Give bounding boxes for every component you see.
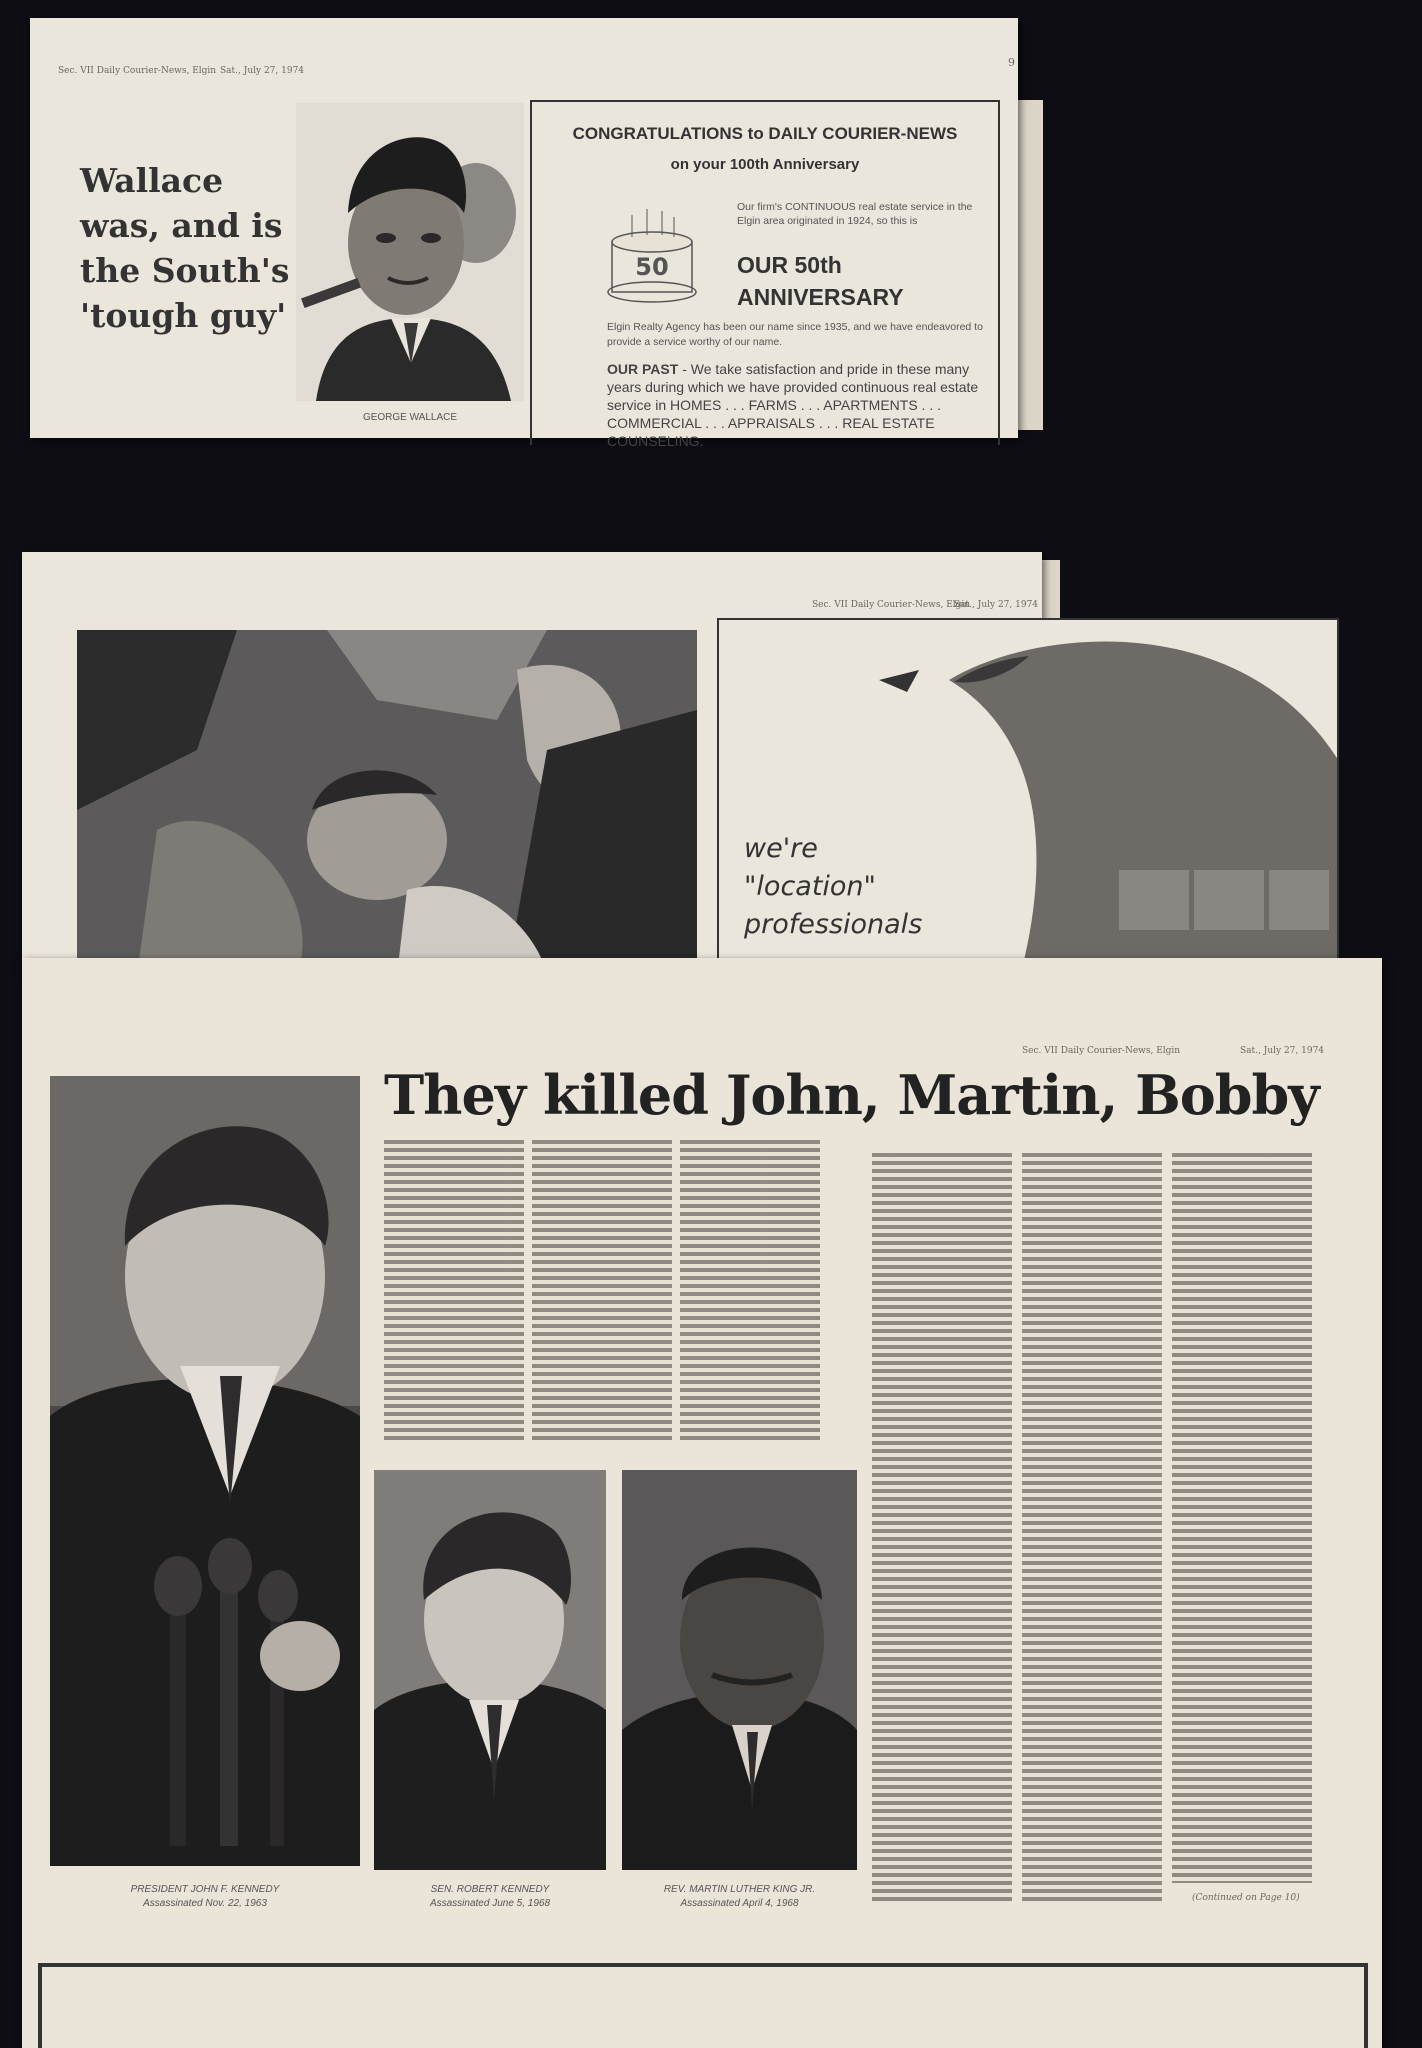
article-column xyxy=(384,1140,524,1440)
ad-subtitle: on your 100th Anniversary xyxy=(670,156,860,173)
page-headline: They killed John, Martin, Bobby xyxy=(384,1063,1319,1127)
realty-ad xyxy=(530,100,1000,449)
svg-text:50: 50 xyxy=(635,253,669,281)
continued-note: (Continued on Page 10) xyxy=(1192,1893,1300,1903)
jfk-caption: PRESIDENT JOHN F. KENNEDY Assassinated Nov. 22, 1963 xyxy=(130,1884,280,1909)
location-ad-text: we're "location" professionals xyxy=(744,833,923,940)
newspaper-page-assassinations xyxy=(22,958,1382,2048)
newspaper-page-location-ad xyxy=(22,552,1042,972)
newspaper-page-wallace xyxy=(30,18,1018,449)
article-column xyxy=(680,1140,820,1440)
ad-agency-text: Elgin Realty Agency has been our name since 1935, and we have endeavored to provide a service worthy of our name. xyxy=(607,321,983,348)
page-header: Sec. VII Daily Courier-News, Elgin xyxy=(812,600,971,610)
mlk-caption: REV. MARTIN LUTHER KING JR. Assassinated April 4, 1968 xyxy=(663,1884,816,1909)
wallace-headline: Wallace was, and is the South's 'tough guy' xyxy=(80,161,290,335)
page-header: Sec. VII Daily Courier-News, Elgin xyxy=(1022,1046,1181,1056)
mlk-photo xyxy=(622,1470,857,1870)
article-column xyxy=(1022,1153,1162,1903)
portrait-illustration xyxy=(296,103,524,401)
photo-illustration xyxy=(77,630,697,975)
jfk-photo xyxy=(50,1076,360,1866)
rfk-illustration xyxy=(374,1470,606,1870)
george-wallace-photo xyxy=(296,103,524,401)
article-column xyxy=(1172,1153,1312,1883)
page-header: Sec. VII Daily Courier-News, Elgin xyxy=(58,66,217,76)
wallace-caption: GEORGE WALLACE xyxy=(362,412,458,423)
rfk-photo xyxy=(374,1470,606,1870)
ad-past: OUR PAST - We take satisfaction and pride in these many years during which we have provided continuous real estate service in HOMES . . . FARMS . . . APARTMENTS . . . COMMERCIAL . . . APPRAISALS . . . REAL ESTATE COUNSELING. xyxy=(607,361,979,449)
page-date: Sat., July 27, 1974 xyxy=(220,66,305,76)
rfk-shooting-photo xyxy=(77,630,697,975)
ad-title: CONGRATULATIONS to DAILY COURIER-NEWS xyxy=(572,124,958,143)
article-column xyxy=(532,1140,672,1440)
birthday-cake-icon xyxy=(602,197,702,307)
page-date: Sat., July 27, 1974 xyxy=(954,600,1039,610)
article-column xyxy=(872,1153,1012,1903)
location-ad xyxy=(717,618,1339,978)
ad-anniversary-2: ANNIVERSARY xyxy=(737,284,904,310)
ad-anniversary-1: OUR 50th xyxy=(737,252,842,278)
page-date: Sat., July 27, 1974 xyxy=(1240,1046,1325,1056)
ad-body: Our firm's CONTINUOUS real estate service in the Elgin area originated in 1924, so this is xyxy=(737,201,973,227)
page-number: 9 xyxy=(1008,56,1015,69)
bottom-ad-frame xyxy=(38,1963,1368,2048)
rfk-caption: SEN. ROBERT KENNEDY Assassinated June 5, 1968 xyxy=(429,1884,551,1909)
jfk-illustration xyxy=(50,1076,360,1866)
mlk-illustration xyxy=(622,1470,857,1870)
